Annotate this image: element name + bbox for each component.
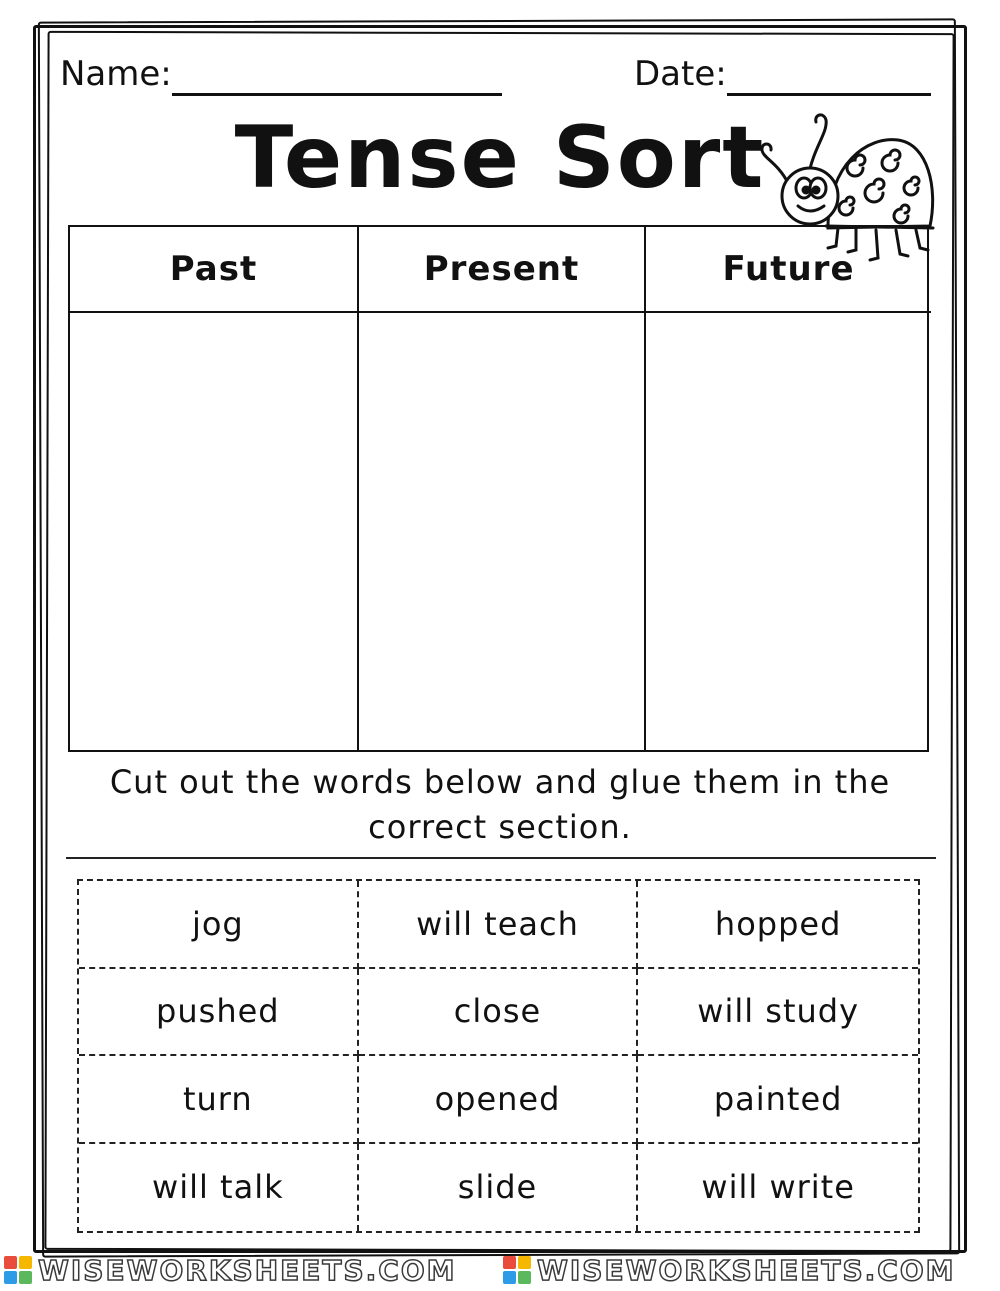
word-card[interactable]: will study — [638, 969, 918, 1057]
logo-icon — [4, 1256, 32, 1284]
future-drop-zone[interactable] — [646, 313, 931, 750]
word-card[interactable]: will talk — [79, 1144, 359, 1232]
name-field[interactable] — [60, 52, 502, 96]
word-card-grid — [77, 879, 920, 1233]
name-label: Name: — [60, 54, 172, 94]
word-card[interactable]: pushed — [79, 969, 359, 1057]
divider — [66, 857, 936, 859]
word-card[interactable]: will teach — [359, 881, 639, 969]
word-card[interactable]: will write — [701, 1168, 855, 1207]
present-drop-zone[interactable] — [359, 313, 644, 750]
watermark-text: WISEWORKSHEETS.COM — [537, 1253, 956, 1287]
present-column — [357, 227, 644, 750]
present-header: Present — [359, 227, 644, 313]
word-card[interactable]: slide — [359, 1144, 639, 1232]
worksheet-title: Tense Sort — [234, 108, 766, 208]
logo-icon — [503, 1256, 531, 1284]
watermark — [503, 1254, 956, 1286]
word-card[interactable]: jog — [79, 881, 359, 969]
word-card[interactable]: hopped — [638, 881, 918, 969]
instruction-text: Cut out the words below and glue them in the correct section. — [109, 763, 891, 846]
watermark — [4, 1254, 457, 1286]
past-header: Past — [70, 227, 357, 313]
word-card[interactable]: turn — [79, 1056, 359, 1144]
future-header: Future — [646, 227, 931, 313]
sort-table — [68, 225, 929, 752]
word-card[interactable]: painted — [638, 1056, 918, 1144]
past-drop-zone[interactable] — [70, 313, 357, 750]
past-column — [70, 227, 357, 750]
name-blank-line[interactable] — [172, 55, 502, 96]
watermark-text: WISEWORKSHEETS.COM — [38, 1253, 457, 1287]
word-card[interactable]: opened — [359, 1056, 639, 1144]
date-blank-line[interactable] — [727, 55, 931, 96]
word-card[interactable]: close — [359, 969, 639, 1057]
date-label: Date: — [634, 54, 727, 94]
future-column — [644, 227, 931, 750]
date-field[interactable] — [634, 52, 931, 96]
